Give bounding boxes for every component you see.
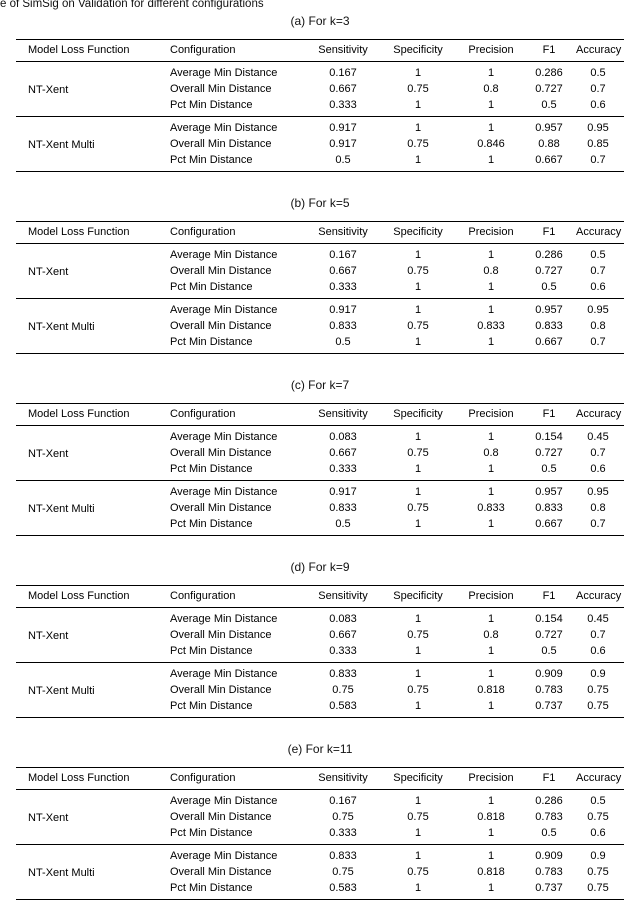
column-header: Sensitivity: [306, 768, 380, 790]
subtable-caption: (e) For k=11: [287, 742, 353, 756]
column-header: Accuracy: [572, 40, 624, 62]
metric-value: 0.5: [335, 335, 351, 348]
column-header: Precision: [456, 586, 526, 608]
metric-value: 1: [414, 335, 422, 348]
metric-value: 1: [414, 248, 422, 261]
column-header: F1: [526, 586, 572, 608]
metric-value: 0.154: [535, 612, 563, 625]
metric-value: 1: [414, 794, 422, 807]
subtable-block: [0, 560, 640, 718]
metric-value: 0.75: [407, 82, 429, 95]
header-row: [16, 222, 624, 244]
config-name: Average Min Distance: [170, 303, 278, 316]
model-group: [16, 663, 624, 718]
metric-value: 0.75: [407, 683, 429, 696]
config-name: Overall Min Distance: [170, 446, 272, 459]
config-name: Overall Min Distance: [170, 501, 272, 514]
metric-value: 0.7: [590, 517, 606, 530]
metric-value: 0.75: [587, 699, 609, 712]
header-row: [16, 586, 624, 608]
metric-value: 1: [414, 644, 422, 657]
column-header: Model Loss Function: [16, 586, 166, 608]
column-header: Sensitivity: [306, 404, 380, 426]
config-name: Average Min Distance: [170, 430, 278, 443]
model-name: NT-Xent Multi: [28, 321, 95, 333]
metric-value: 0.833: [329, 667, 357, 680]
column-header: Configuration: [166, 40, 306, 62]
column-header: F1: [526, 222, 572, 244]
metric-value: 0.8: [483, 264, 499, 277]
metric-value: 0.667: [329, 82, 357, 95]
column-header: F1: [526, 768, 572, 790]
config-name: Pct Min Distance: [170, 335, 253, 348]
column-header: Sensitivity: [306, 222, 380, 244]
metric-value: 0.286: [535, 794, 563, 807]
metric-value: 0.7: [590, 153, 606, 166]
metric-value: 0.5: [541, 98, 557, 111]
metric-value: 1: [414, 881, 422, 894]
model-group: [16, 481, 624, 536]
config-name: Average Min Distance: [170, 66, 278, 79]
results-table: [16, 39, 624, 172]
metric-value: 0.917: [329, 121, 357, 134]
metric-value: 0.6: [590, 826, 606, 839]
metric-value: 0.833: [329, 501, 357, 514]
metric-value: 0.783: [535, 865, 563, 878]
metric-value: 0.75: [332, 865, 354, 878]
column-header: Model Loss Function: [16, 404, 166, 426]
metric-value: 1: [414, 485, 422, 498]
column-header: Specificity: [380, 222, 456, 244]
subtable-caption: (a) For k=3: [290, 14, 350, 28]
column-header: Precision: [456, 768, 526, 790]
metric-value: 0.727: [535, 82, 563, 95]
table-row: [16, 608, 624, 628]
header-row: [16, 40, 624, 62]
metric-value: 0.95: [587, 121, 609, 134]
column-header: Specificity: [380, 40, 456, 62]
results-table: [16, 403, 624, 536]
table-row: [16, 790, 624, 810]
table-row: [16, 117, 624, 137]
metric-value: 0.833: [329, 849, 357, 862]
column-header: F1: [526, 404, 572, 426]
metric-value: 0.8: [483, 628, 499, 641]
metric-value: 0.917: [329, 303, 357, 316]
column-header: Configuration: [166, 586, 306, 608]
config-name: Pct Min Distance: [170, 699, 253, 712]
metric-value: 0.75: [332, 683, 354, 696]
subtable-block: [0, 378, 640, 536]
metric-value: 0.286: [535, 248, 563, 261]
metric-value: 1: [487, 794, 495, 807]
column-header: Specificity: [380, 586, 456, 608]
metric-value: 0.846: [477, 137, 505, 150]
metric-value: 1: [487, 248, 495, 261]
metric-value: 1: [487, 826, 495, 839]
model-group: [16, 426, 624, 481]
metric-value: 0.917: [329, 485, 357, 498]
metric-value: 0.5: [541, 826, 557, 839]
metric-value: 0.286: [535, 66, 563, 79]
metric-value: 1: [487, 462, 495, 475]
column-header: Precision: [456, 222, 526, 244]
metric-value: 0.8: [590, 319, 606, 332]
column-header: Specificity: [380, 404, 456, 426]
metric-value: 0.7: [590, 82, 606, 95]
column-header: Model Loss Function: [16, 222, 166, 244]
metric-value: 0.727: [535, 446, 563, 459]
metric-value: 0.333: [329, 280, 357, 293]
column-header: Model Loss Function: [16, 40, 166, 62]
metric-value: 1: [414, 280, 422, 293]
model-group: [16, 299, 624, 354]
config-name: Overall Min Distance: [170, 628, 272, 641]
metric-value: 0.909: [535, 667, 563, 680]
metric-value: 0.75: [407, 865, 429, 878]
metric-value: 0.167: [329, 248, 357, 261]
model-group: [16, 244, 624, 299]
model-name: NT-Xent Multi: [28, 685, 95, 697]
model-group: [16, 845, 624, 900]
config-name: Overall Min Distance: [170, 82, 272, 95]
column-header: Precision: [456, 404, 526, 426]
model-name: NT-Xent: [28, 266, 69, 278]
metric-value: 0.818: [477, 683, 505, 696]
config-name: Pct Min Distance: [170, 644, 253, 657]
column-header: Sensitivity: [306, 586, 380, 608]
config-name: Overall Min Distance: [170, 683, 272, 696]
header-row: [16, 404, 624, 426]
metric-value: 1: [487, 517, 495, 530]
metric-value: 0.737: [535, 881, 563, 894]
column-header: Accuracy: [572, 586, 624, 608]
metric-value: 0.45: [587, 612, 609, 625]
metric-value: 0.75: [407, 264, 429, 277]
metric-value: 1: [487, 98, 495, 111]
metric-value: 0.9: [590, 667, 606, 680]
config-name: Overall Min Distance: [170, 137, 272, 150]
config-name: Pct Min Distance: [170, 826, 253, 839]
table-row: [16, 244, 624, 264]
metric-value: 1: [414, 98, 422, 111]
metric-value: 0.6: [590, 98, 606, 111]
metric-value: 0.8: [483, 82, 499, 95]
config-name: Pct Min Distance: [170, 153, 253, 166]
metric-value: 0.737: [535, 699, 563, 712]
metric-value: 1: [487, 280, 495, 293]
metric-value: 0.5: [335, 517, 351, 530]
metric-value: 0.75: [587, 865, 609, 878]
table-row: [16, 299, 624, 319]
column-header: F1: [526, 40, 572, 62]
metric-value: 0.667: [329, 628, 357, 641]
table-row: [16, 845, 624, 865]
metric-value: 0.5: [590, 248, 606, 261]
metric-value: 1: [487, 430, 495, 443]
config-name: Average Min Distance: [170, 121, 278, 134]
config-name: Average Min Distance: [170, 248, 278, 261]
metric-value: 1: [487, 153, 495, 166]
metric-value: 0.957: [535, 121, 563, 134]
metric-value: 0.818: [477, 865, 505, 878]
metric-value: 0.88: [538, 137, 560, 150]
metric-value: 0.6: [590, 462, 606, 475]
metric-value: 1: [487, 485, 495, 498]
metric-value: 0.8: [590, 501, 606, 514]
column-header: Accuracy: [572, 768, 624, 790]
metric-value: 0.75: [332, 810, 354, 823]
config-name: Overall Min Distance: [170, 319, 272, 332]
metric-value: 1: [487, 881, 495, 894]
metric-value: 0.917: [329, 137, 357, 150]
metric-value: 0.75: [407, 501, 429, 514]
metric-value: 0.5: [335, 153, 351, 166]
metric-value: 0.45: [587, 430, 609, 443]
metric-value: 0.75: [407, 137, 429, 150]
metric-value: 0.167: [329, 66, 357, 79]
metric-value: 0.75: [407, 319, 429, 332]
column-header: Model Loss Function: [16, 768, 166, 790]
metric-value: 0.833: [535, 319, 563, 332]
metric-value: 1: [414, 667, 422, 680]
metric-value: 0.727: [535, 628, 563, 641]
config-name: Pct Min Distance: [170, 98, 253, 111]
config-name: Pct Min Distance: [170, 517, 253, 530]
config-name: Overall Min Distance: [170, 264, 272, 277]
metric-value: 1: [487, 699, 495, 712]
metric-value: 1: [487, 303, 495, 316]
metric-value: 0.667: [329, 446, 357, 459]
results-table: [16, 767, 624, 900]
metric-value: 0.85: [587, 137, 609, 150]
column-header: Configuration: [166, 222, 306, 244]
model-name: NT-Xent: [28, 630, 69, 642]
metric-value: 0.6: [590, 280, 606, 293]
table-row: [16, 426, 624, 446]
metric-value: 0.957: [535, 485, 563, 498]
config-name: Average Min Distance: [170, 794, 278, 807]
metric-value: 1: [414, 826, 422, 839]
column-header: Accuracy: [572, 404, 624, 426]
metric-value: 0.833: [329, 319, 357, 332]
metric-value: 0.833: [477, 319, 505, 332]
model-group: [16, 62, 624, 117]
table-row: [16, 62, 624, 82]
metric-value: 0.95: [587, 485, 609, 498]
results-table: [16, 585, 624, 718]
metric-value: 1: [487, 335, 495, 348]
metric-value: 1: [414, 612, 422, 625]
metric-value: 0.083: [329, 612, 357, 625]
metric-value: 1: [487, 644, 495, 657]
metric-value: 0.167: [329, 794, 357, 807]
metric-value: 0.727: [535, 264, 563, 277]
tables-container: [0, 14, 640, 919]
metric-value: 0.667: [535, 335, 563, 348]
metric-value: 0.75: [587, 810, 609, 823]
metric-value: 0.154: [535, 430, 563, 443]
metric-value: 1: [414, 462, 422, 475]
metric-value: 1: [414, 517, 422, 530]
metric-value: 0.667: [535, 153, 563, 166]
model-name: NT-Xent: [28, 84, 69, 96]
column-header: Configuration: [166, 768, 306, 790]
metric-value: 0.7: [590, 628, 606, 641]
config-name: Average Min Distance: [170, 849, 278, 862]
metric-value: 0.833: [477, 501, 505, 514]
column-header: Specificity: [380, 768, 456, 790]
config-name: Pct Min Distance: [170, 280, 253, 293]
subtable-block: [0, 742, 640, 900]
model-group: [16, 117, 624, 172]
metric-value: 0.5: [590, 794, 606, 807]
results-table: [16, 221, 624, 354]
model-name: NT-Xent Multi: [28, 139, 95, 151]
metric-value: 0.6: [590, 644, 606, 657]
config-name: Average Min Distance: [170, 667, 278, 680]
metric-value: 0.083: [329, 430, 357, 443]
metric-value: 1: [487, 849, 495, 862]
metric-value: 0.667: [329, 264, 357, 277]
config-name: Pct Min Distance: [170, 881, 253, 894]
table-row: [16, 481, 624, 501]
metric-value: 0.783: [535, 810, 563, 823]
subtable-caption: (b) For k=5: [290, 196, 350, 210]
metric-value: 0.5: [541, 462, 557, 475]
metric-value: 0.833: [535, 501, 563, 514]
metric-value: 0.75: [407, 628, 429, 641]
model-name: NT-Xent Multi: [28, 867, 95, 879]
model-name: NT-Xent: [28, 448, 69, 460]
metric-value: 0.333: [329, 644, 357, 657]
metric-value: 0.8: [483, 446, 499, 459]
metric-value: 0.909: [535, 849, 563, 862]
metric-value: 0.7: [590, 446, 606, 459]
metric-value: 0.583: [329, 699, 357, 712]
metric-value: 0.818: [477, 810, 505, 823]
header-row: [16, 768, 624, 790]
subtable-caption: (c) For k=7: [290, 378, 350, 392]
subtable-caption: (d) For k=9: [290, 560, 350, 574]
metric-value: 0.957: [535, 303, 563, 316]
metric-value: 1: [414, 303, 422, 316]
metric-value: 0.7: [590, 264, 606, 277]
model-group: [16, 790, 624, 845]
model-group: [16, 608, 624, 663]
column-header: Accuracy: [572, 222, 624, 244]
table-row: [16, 663, 624, 683]
model-name: NT-Xent: [28, 812, 69, 824]
subtable-block: [0, 14, 640, 172]
column-header: Precision: [456, 40, 526, 62]
metric-value: 1: [414, 849, 422, 862]
metric-value: 1: [487, 612, 495, 625]
config-name: Pct Min Distance: [170, 462, 253, 475]
table-main-caption-fragment: e of SimSig on Validation for different configurations: [0, 0, 264, 10]
metric-value: 0.667: [535, 517, 563, 530]
column-header: Sensitivity: [306, 40, 380, 62]
metric-value: 0.75: [407, 446, 429, 459]
metric-value: 0.75: [587, 881, 609, 894]
metric-value: 0.9: [590, 849, 606, 862]
subtable-block: [0, 196, 640, 354]
metric-value: 1: [414, 699, 422, 712]
metric-value: 0.333: [329, 462, 357, 475]
config-name: Overall Min Distance: [170, 810, 272, 823]
metric-value: 1: [414, 430, 422, 443]
metric-value: 0.5: [541, 280, 557, 293]
config-name: Average Min Distance: [170, 485, 278, 498]
metric-value: 1: [487, 121, 495, 134]
metric-value: 0.75: [407, 810, 429, 823]
metric-value: 0.583: [329, 881, 357, 894]
metric-value: 0.333: [329, 826, 357, 839]
metric-value: 0.783: [535, 683, 563, 696]
metric-value: 1: [414, 153, 422, 166]
metric-value: 1: [414, 66, 422, 79]
metric-value: 0.333: [329, 98, 357, 111]
config-name: Overall Min Distance: [170, 865, 272, 878]
model-name: NT-Xent Multi: [28, 503, 95, 515]
metric-value: 0.5: [541, 644, 557, 657]
metric-value: 1: [414, 121, 422, 134]
metric-value: 1: [487, 667, 495, 680]
metric-value: 0.75: [587, 683, 609, 696]
config-name: Average Min Distance: [170, 612, 278, 625]
metric-value: 0.5: [590, 66, 606, 79]
metric-value: 0.7: [590, 335, 606, 348]
metric-value: 0.95: [587, 303, 609, 316]
metric-value: 1: [487, 66, 495, 79]
column-header: Configuration: [166, 404, 306, 426]
